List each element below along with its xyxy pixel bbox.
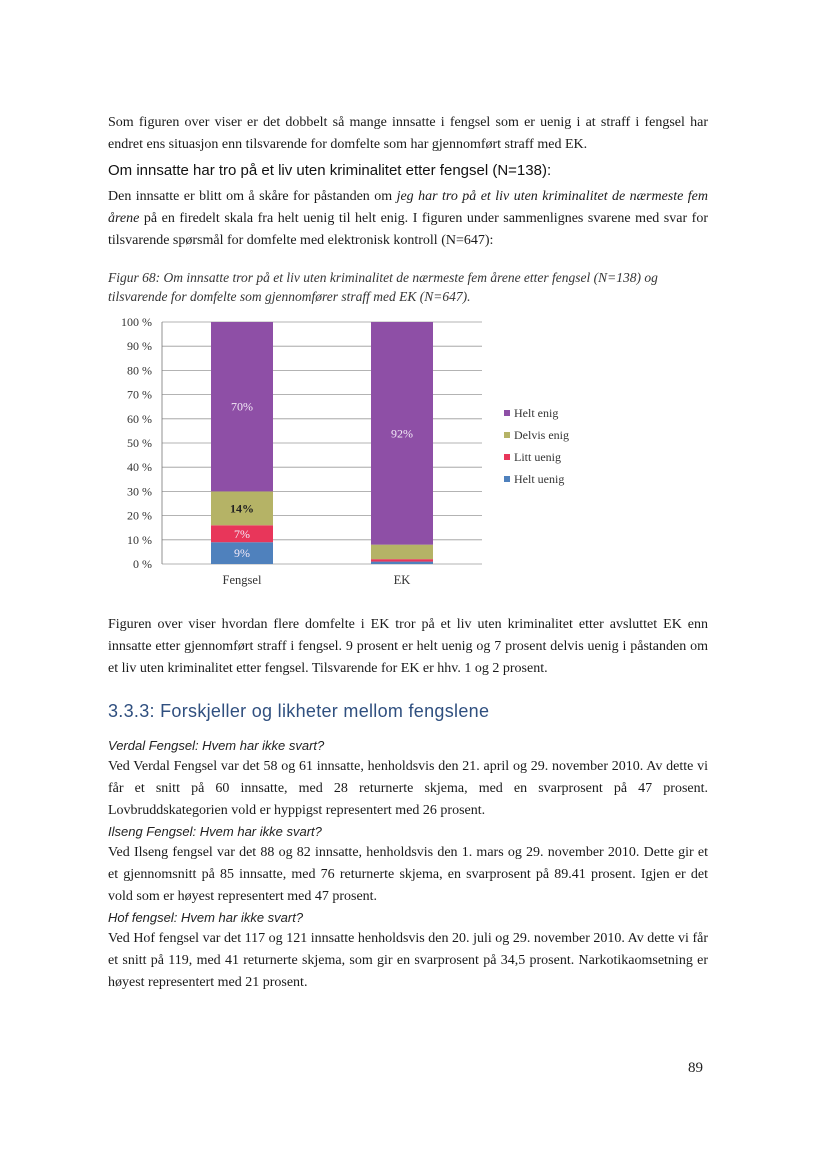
x-category-label: Fengsel: [222, 573, 262, 587]
question-heading: Om innsatte har tro på et liv uten kriminalitet etter fengsel (N=138):: [108, 162, 552, 179]
verdal-paragraph: Ved Verdal Fengsel var det 58 og 61 innsatte, henholdsvis den 21. april og 29. november 2010. Av dette vi får et snitt på 60 innsatte, med 28 returnerte skjema, med en svarprosent på 47 prosent. Lovbruddskategorien vold er hyppigst representert med 26 prosent.: [108, 759, 708, 818]
section-heading: 3.3.3: Forskjeller og likheter mellom fengslene: [108, 701, 490, 721]
y-tick-label: 80 %: [127, 363, 152, 378]
chart-discussion-paragraph: Figuren over viser hvordan flere domfelte i EK tror på et liv uten kriminalitet etter avsluttet EK enn innsatte etter gjennomført straff i fengsel. 9 prosent er helt uenig og 7 prosent delvis uenig i påstanden om et liv uten kriminalitet etter fengsel. Tilsvarende for EK er hhv. 1 og 2 prosent.: [108, 617, 708, 676]
legend-swatch: [504, 454, 510, 460]
intro-paragraph: Som figuren over viser er det dobbelt så mange innsatte i fengsel som er uenig i at straff i fengsel har endret ens situasjon enn tilsvarende for domfelte som har gjennomført straff med EK.: [108, 115, 708, 152]
legend-label: Delvis enig: [514, 428, 569, 442]
bar-data-label: 14%: [230, 501, 254, 516]
bar-segment: [371, 562, 433, 564]
legend-label: Litt uenig: [514, 450, 561, 464]
y-tick-label: 10 %: [127, 532, 152, 547]
verdal-subheading: Verdal Fengsel: Hvem har ikke svart?: [108, 738, 325, 753]
question-text-start: Den innsatte er blitt om å skåre for påstanden om: [108, 189, 397, 204]
y-tick-label: 100 %: [121, 315, 152, 329]
legend-swatch: [504, 432, 510, 438]
y-tick-label: 30 %: [127, 484, 152, 499]
y-tick-label: 40 %: [127, 460, 152, 475]
legend-swatch: [504, 476, 510, 482]
figure-caption: Figur 68: Om innsatte tror på et liv uten kriminalitet de nærmeste fem årene etter fengsel (N=138) og tilsvarende for domfelte som gjennomfører straff med EK (N=647).: [108, 270, 658, 304]
bar-data-label: 70%: [231, 399, 253, 414]
hof-paragraph: Ved Hof fengsel var det 117 og 121 innsatte henholdsvis den 20. juli og 29. november 2010. Av dette vi får et snitt på 119, med 41 returnerte skjema, som gir en svarprosent på 34,5 prosent. Narkotikaomsetning er høyest representert med 21 prosent.: [108, 931, 708, 990]
page-number: 89: [688, 1060, 703, 1076]
legend-label: Helt uenig: [514, 472, 565, 486]
question-paragraph: [108, 186, 708, 252]
y-tick-label: 20 %: [127, 508, 152, 523]
y-tick-label: 0 %: [133, 557, 152, 571]
question-text-end: på en firedelt skala fra helt uenig til helt enig. I figuren under sammenlignes svarene med svar for tilsvarende spørsmål for domfelte med elektronisk kontroll (N=647):: [108, 211, 708, 248]
y-tick-label: 50 %: [127, 436, 152, 450]
stacked-bar-chart: [100, 308, 600, 590]
y-tick-label: 70 %: [127, 387, 152, 402]
bar-segment: [371, 545, 433, 560]
x-category-label: EK: [393, 573, 411, 587]
y-tick-label: 60 %: [127, 411, 152, 426]
bar-segment: [371, 559, 433, 561]
legend-swatch: [504, 410, 510, 416]
ilseng-subheading: Ilseng Fengsel: Hvem har ikke svart?: [108, 824, 322, 839]
legend-label: Helt enig: [514, 406, 559, 420]
y-tick-label: 90 %: [127, 339, 152, 354]
bar-data-label: 9%: [234, 546, 250, 561]
ilseng-paragraph: Ved Ilseng fengsel var det 88 og 82 innsatte, henholdsvis den 1. mars og 29. november 2010. Dette gir et et gjennomsnitt på 85 innsatte, med 76 returnerte skjema, en svarprosent på 89.41 prosent. Igjen er det vold som er høyest representert med 47 prosent.: [108, 845, 708, 904]
question-statement: jeg har tro på et liv uten kriminalitet de nærmeste fem årene: [108, 189, 709, 226]
bar-data-label: 7%: [234, 526, 250, 541]
hof-subheading: Hof fengsel: Hvem har ikke svart?: [108, 910, 304, 925]
bar-data-label: 92%: [391, 426, 413, 441]
